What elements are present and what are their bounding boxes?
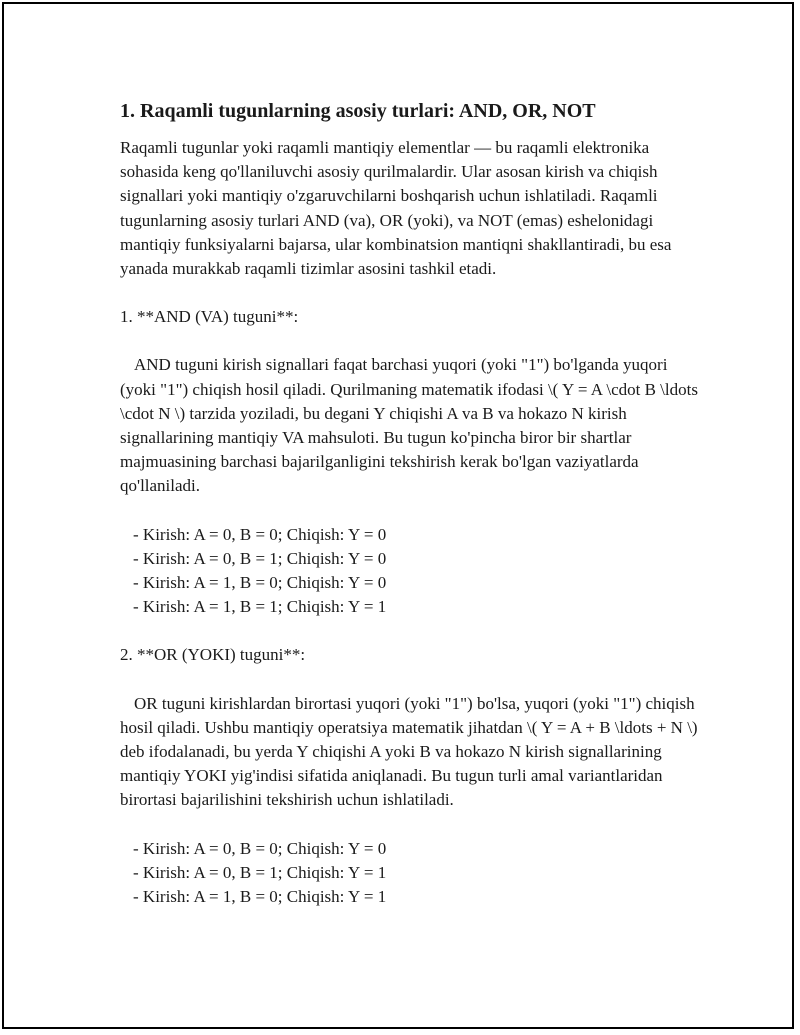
spacer bbox=[120, 813, 700, 837]
truth-row: - Kirish: A = 0, B = 0; Chiqish: Y = 0 bbox=[133, 524, 387, 544]
section-body-or: OR tuguni kirishlardan birortasi yuqori (yoki "1") bo'lsa, yuqori (yoki "1") chiqish hosil qiladi. Ushbu mantiqiy operatsiya matematik jihatdan \( Y = A + B \ldots + N \) deb ifodalanadi, bu yerda Y chiqishi A yoki B va hokazo N kirish signallarining mantiqiy YOKI yig'indisi sifatida aniqlanadi. Bu tugun turli amal variantlaridan birortasi bajarilishini tekshirish uchun ishlatiladi. bbox=[120, 693, 702, 810]
spacer bbox=[120, 668, 700, 692]
truth-row: - Kirish: A = 0, B = 0; Chiqish: Y = 0 bbox=[133, 838, 387, 858]
intro-paragraph: Raqamli tugunlar yoki raqamli mantiqiy elementlar — bu raqamli elektronika sohasida keng qo'llaniluvchi asosiy qurilmalardir. Ular asosan kirish va chiqish signallari yoki mantiqiy o'zgaruvchilarni boshqarish uchun ishlatiladi. Raqamli tugunlarning asosiy turlari AND (va), OR (yoki), va NOT (emas) eshelonidagi mantiqiy funksiyalarni bajarsa, ular kombinatsion mantiqni shakllantiradi, bu esa yanada murakkab raqamli tizimlar asosini tashkil etadi. bbox=[120, 138, 676, 279]
truth-row: - Kirish: A = 0, B = 1; Chiqish: Y = 1 bbox=[133, 862, 387, 882]
section-heading-or: 2. **OR (YOKI) tuguni**: bbox=[120, 645, 306, 665]
spacer bbox=[120, 329, 700, 353]
spacer bbox=[120, 281, 700, 305]
spacer bbox=[120, 499, 700, 523]
spacer bbox=[120, 619, 700, 643]
truth-row: - Kirish: A = 1, B = 1; Chiqish: Y = 1 bbox=[133, 597, 387, 617]
truth-row: - Kirish: A = 0, B = 1; Chiqish: Y = 0 bbox=[133, 548, 387, 568]
truth-row: - Kirish: A = 1, B = 0; Chiqish: Y = 1 bbox=[133, 887, 387, 907]
section-body-and: AND tuguni kirish signallari faqat barchasi yuqori (yoki "1") bo'lganda yuqori (yoki "1") chiqish hosil qiladi. Qurilmaning matematik ifodasi \( Y = A \cdot B \ldots \cdot N \) tarzida yoziladi, bu degani Y chiqishi A va B va hokazo N kirish signallarining mantiqiy VA mahsuloti. Bu tugun ko'pincha biror bir shartlar majmuasining barchasi bajarilganligini tekshirish kerak bo'lgan vaziyatlarda qo'llaniladi. bbox=[120, 355, 703, 496]
document-title: 1. Raqamli tugunlarning asosiy turlari: AND, OR, NOT bbox=[120, 100, 596, 122]
document-page bbox=[2, 2, 794, 1029]
document-content bbox=[120, 98, 703, 909]
section-heading-and: 1. **AND (VA) tuguni**: bbox=[120, 307, 299, 327]
truth-row: - Kirish: A = 1, B = 0; Chiqish: Y = 0 bbox=[133, 573, 387, 593]
